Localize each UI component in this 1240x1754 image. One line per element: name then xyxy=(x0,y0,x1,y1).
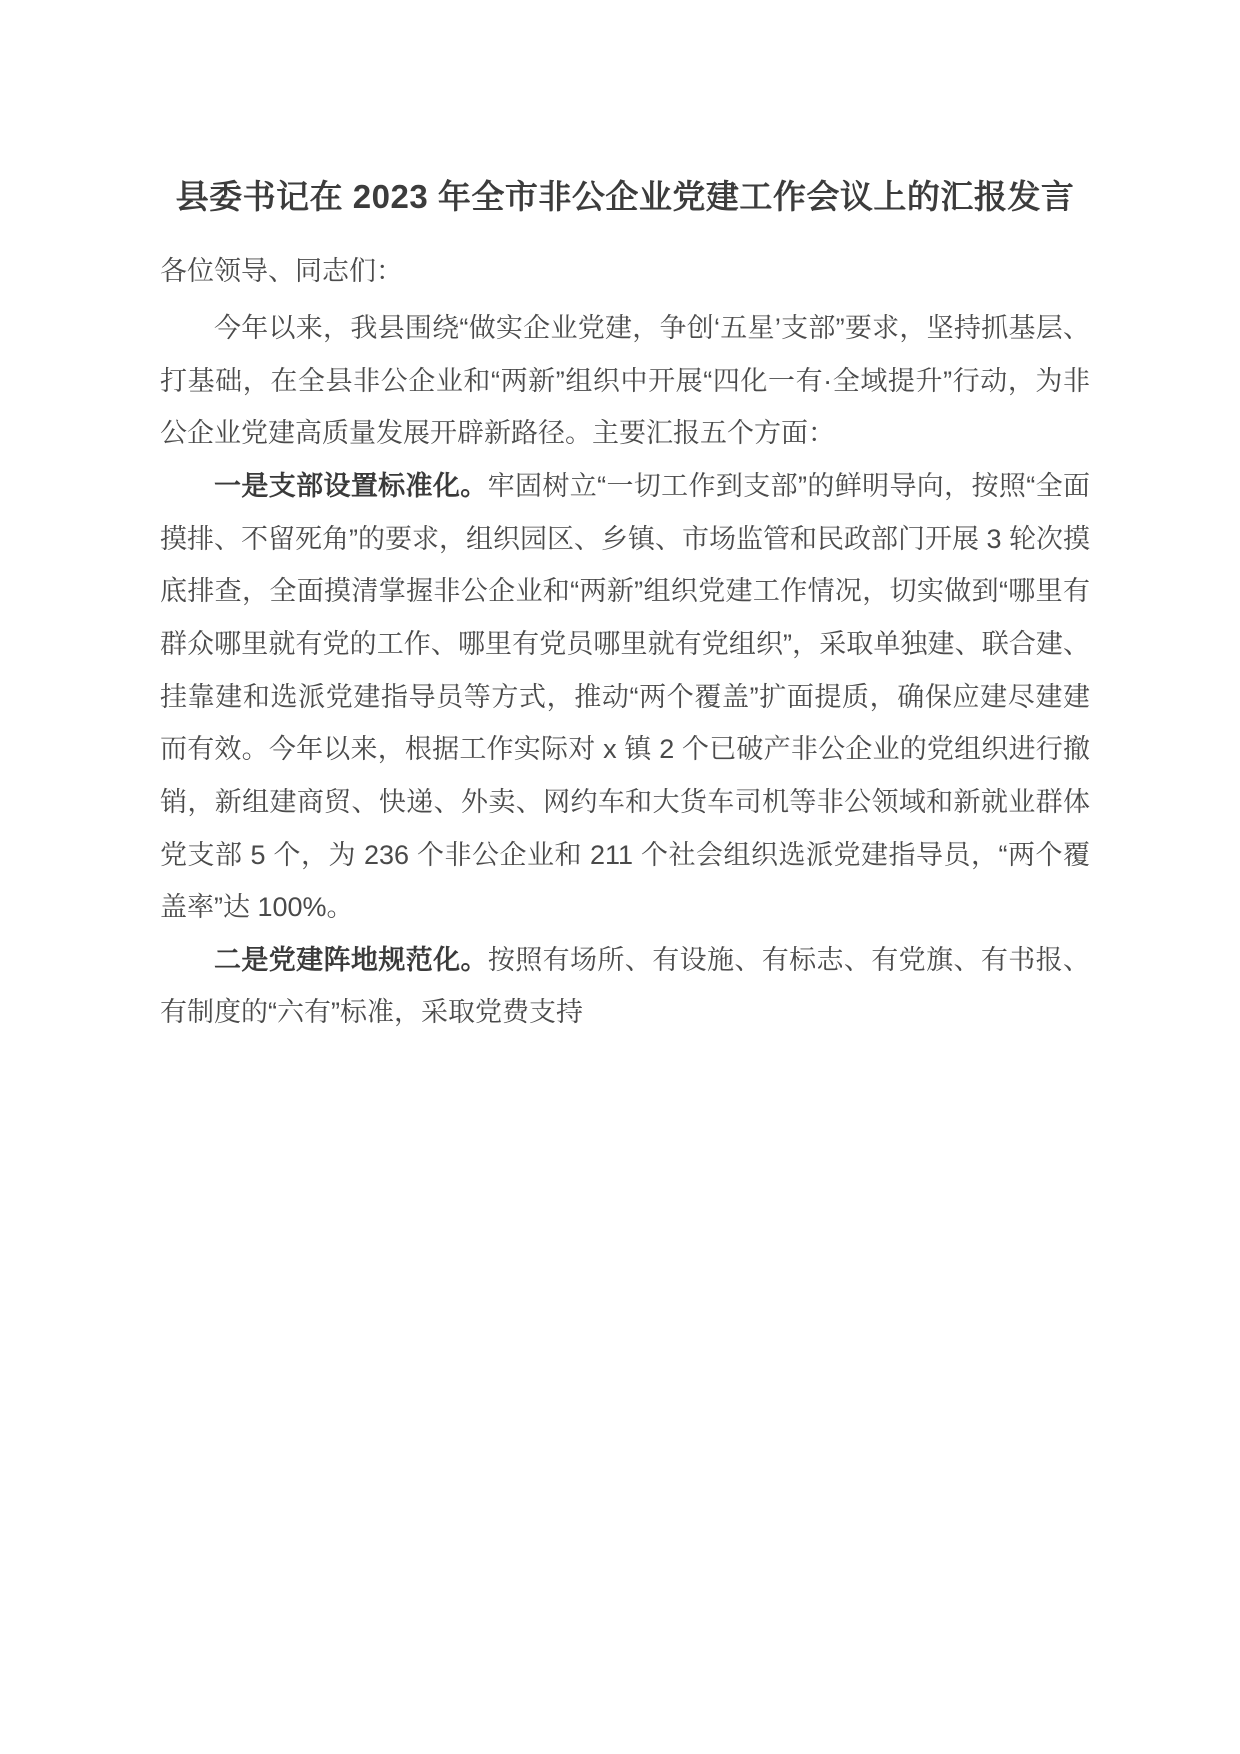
paragraph-point-one-text: 牢固树立“一切工作到支部”的鲜明导向，按照“全面摸排、不留死角”的要求，组织园区、乡镇、市场监管和民政部门开展 3 轮次摸底排查，全面摸清掌握非公企业和“两新”组织党建工作情况，切实做到“哪里有群众哪里就有党的工作、哪里有党员哪里就有党组织”，采取单独建、联合建、挂靠建和选派党建指导员等方式，推动“两个覆盖”扩面提质，确保应建尽建建而有效。今年以来，根据工作实际对 x 镇 2 个已破产非公企业的党组织进行撤销，新组建商贸、快递、外卖、网约车和大货车司机等非公领域和新就业群体党支部 5 个，为 236 个非公企业和 211 个社会组织选派党建指导员，“两个覆盖率”达 100%。 xyxy=(160,471,1091,923)
paragraph-point-one-lead: 一是支部设置标准化。 xyxy=(214,471,488,502)
paragraph-intro xyxy=(160,302,1090,460)
paragraph-point-two-lead: 二是党建阵地规范化。 xyxy=(214,944,488,975)
paragraph-point-one xyxy=(160,460,1090,934)
paragraph-point-two-text: 按照有场所、有设施、有标志、有党旗、有书报、有制度的“六有”标准，采取党费支持 xyxy=(160,944,1091,1028)
paragraph-point-two xyxy=(160,934,1090,1039)
page-title: 县委书记在 2023 年全市非公企业党建工作会议上的汇报发言 xyxy=(175,178,1075,215)
salutation-line: 各位领导、同志们： xyxy=(160,256,403,287)
paragraph-intro-text: 今年以来，我县围绕“做实企业党建，争创‘五星’支部”要求，坚持抓基层、打基础，在全县非公企业和“两新”组织中开展“四化一有·全域提升”行动，为非公企业党建高质量发展开辟新路径。主要汇报五个方面： xyxy=(160,313,1090,449)
